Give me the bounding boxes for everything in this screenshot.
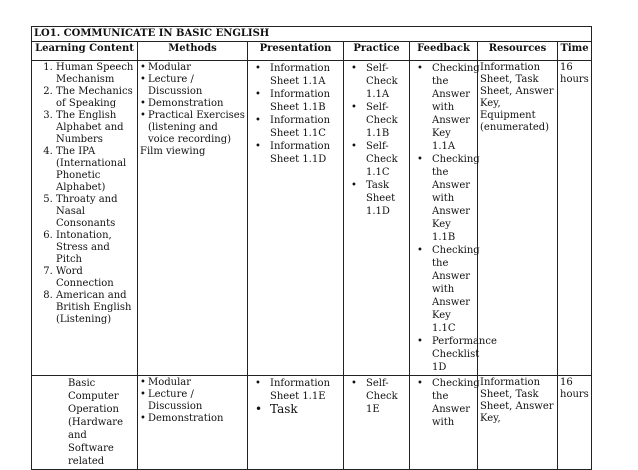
lo-title: LO1. COMMUNICATE IN BASIC ENGLISH [32, 27, 592, 42]
resources-cell: Information Sheet, Task Sheet, Answer Key, [478, 376, 558, 470]
list-item: • Checking the Answer with Answer Key 1.1C [412, 244, 475, 335]
list-item: • Information Sheet 1.1C [250, 114, 341, 140]
time-cell: 16 hours [558, 61, 592, 376]
feedback-cell [410, 376, 478, 470]
list-item: • Demonstration [140, 98, 245, 110]
list-item: • Information Sheet 1.1E [250, 377, 341, 403]
header-resources: Resources [478, 42, 558, 61]
table-row [32, 61, 592, 376]
list-item: 4. The IPA (International Phonetic Alphabet) [56, 146, 135, 194]
list-item: 1. Human Speech Mechanism [56, 62, 135, 86]
practice-cell [344, 376, 410, 470]
feedback-cell [410, 61, 497, 376]
resources-cell: Information Sheet, Task Sheet, Answer Key, Equipment (enumerated) [478, 61, 558, 376]
methods-list [140, 62, 245, 146]
practice-list [346, 377, 407, 416]
header-learning-content: Learning Content [32, 42, 138, 61]
list-item: • Demonstration [140, 413, 245, 425]
header-practice: Practice [344, 42, 410, 61]
session-plan-table [31, 26, 592, 470]
list-item: • Practical Exercises (listening and voice recording) [140, 110, 245, 146]
presentation-cell [248, 61, 344, 376]
list-item: • Information Sheet 1.1A [250, 62, 341, 88]
presentation-list [250, 62, 341, 166]
list-item: • Checking the Answer with Answer Key 1.1A [412, 62, 475, 153]
list-item: • Task Sheet 1.1D [346, 179, 407, 218]
practice-list [346, 62, 407, 218]
methods-list [140, 377, 245, 425]
learning-content-cell: Basic Computer Operation (Hardware and Software related [32, 376, 138, 470]
practice-cell [344, 61, 410, 376]
list-item: • Checking the Answer with Answer Key 1.1B [412, 153, 475, 244]
time-cell: 16 hours [558, 376, 592, 470]
table-row [32, 376, 592, 470]
methods-cell [138, 376, 248, 470]
list-item: • Task [250, 403, 341, 416]
list-item: • Self-Check 1E [346, 377, 407, 416]
list-item: • Modular [140, 62, 245, 74]
list-item: • Lecture / Discussion [140, 389, 245, 413]
list-item: 5. Throaty and Nasal Consonants [56, 194, 135, 230]
feedback-list [412, 62, 497, 374]
header-time: Time [558, 42, 592, 61]
learning-content-cell [32, 61, 138, 376]
list-item: • Information Sheet 1.1B [250, 88, 341, 114]
header-feedback: Feedback [410, 42, 478, 61]
list-item: • Modular [140, 377, 245, 389]
list-item: 2. The Mechanics of Speaking [56, 86, 135, 110]
list-item: 6. Intonation, Stress and Pitch [56, 230, 135, 266]
header-methods: Methods [138, 42, 248, 61]
competency-document [31, 26, 591, 470]
list-item: • Self-Check 1.1B [346, 101, 407, 140]
methods-cell [138, 61, 248, 376]
list-item: • Information Sheet 1.1D [250, 140, 341, 166]
list-item: 8. American and British English (Listening) [56, 290, 135, 326]
list-item: 3. The English Alphabet and Numbers [56, 110, 135, 146]
list-item: 7. Word Connection [56, 266, 135, 290]
list-item: • Performance Checklist 1D [412, 335, 475, 374]
learning-content-list [34, 62, 135, 326]
list-item: • Checking the Answer with [412, 377, 475, 429]
lo-title-row [32, 27, 592, 42]
presentation-list [250, 377, 341, 416]
methods-extra: Film viewing [140, 146, 206, 157]
list-item: • Self-Check 1.1A [346, 62, 407, 101]
presentation-cell [248, 376, 344, 470]
header-row [32, 42, 592, 61]
header-presentation: Presentation [248, 42, 344, 61]
feedback-list [412, 377, 480, 429]
list-item: • Lecture / Discussion [140, 74, 245, 98]
list-item: • Self-Check 1.1C [346, 140, 407, 179]
